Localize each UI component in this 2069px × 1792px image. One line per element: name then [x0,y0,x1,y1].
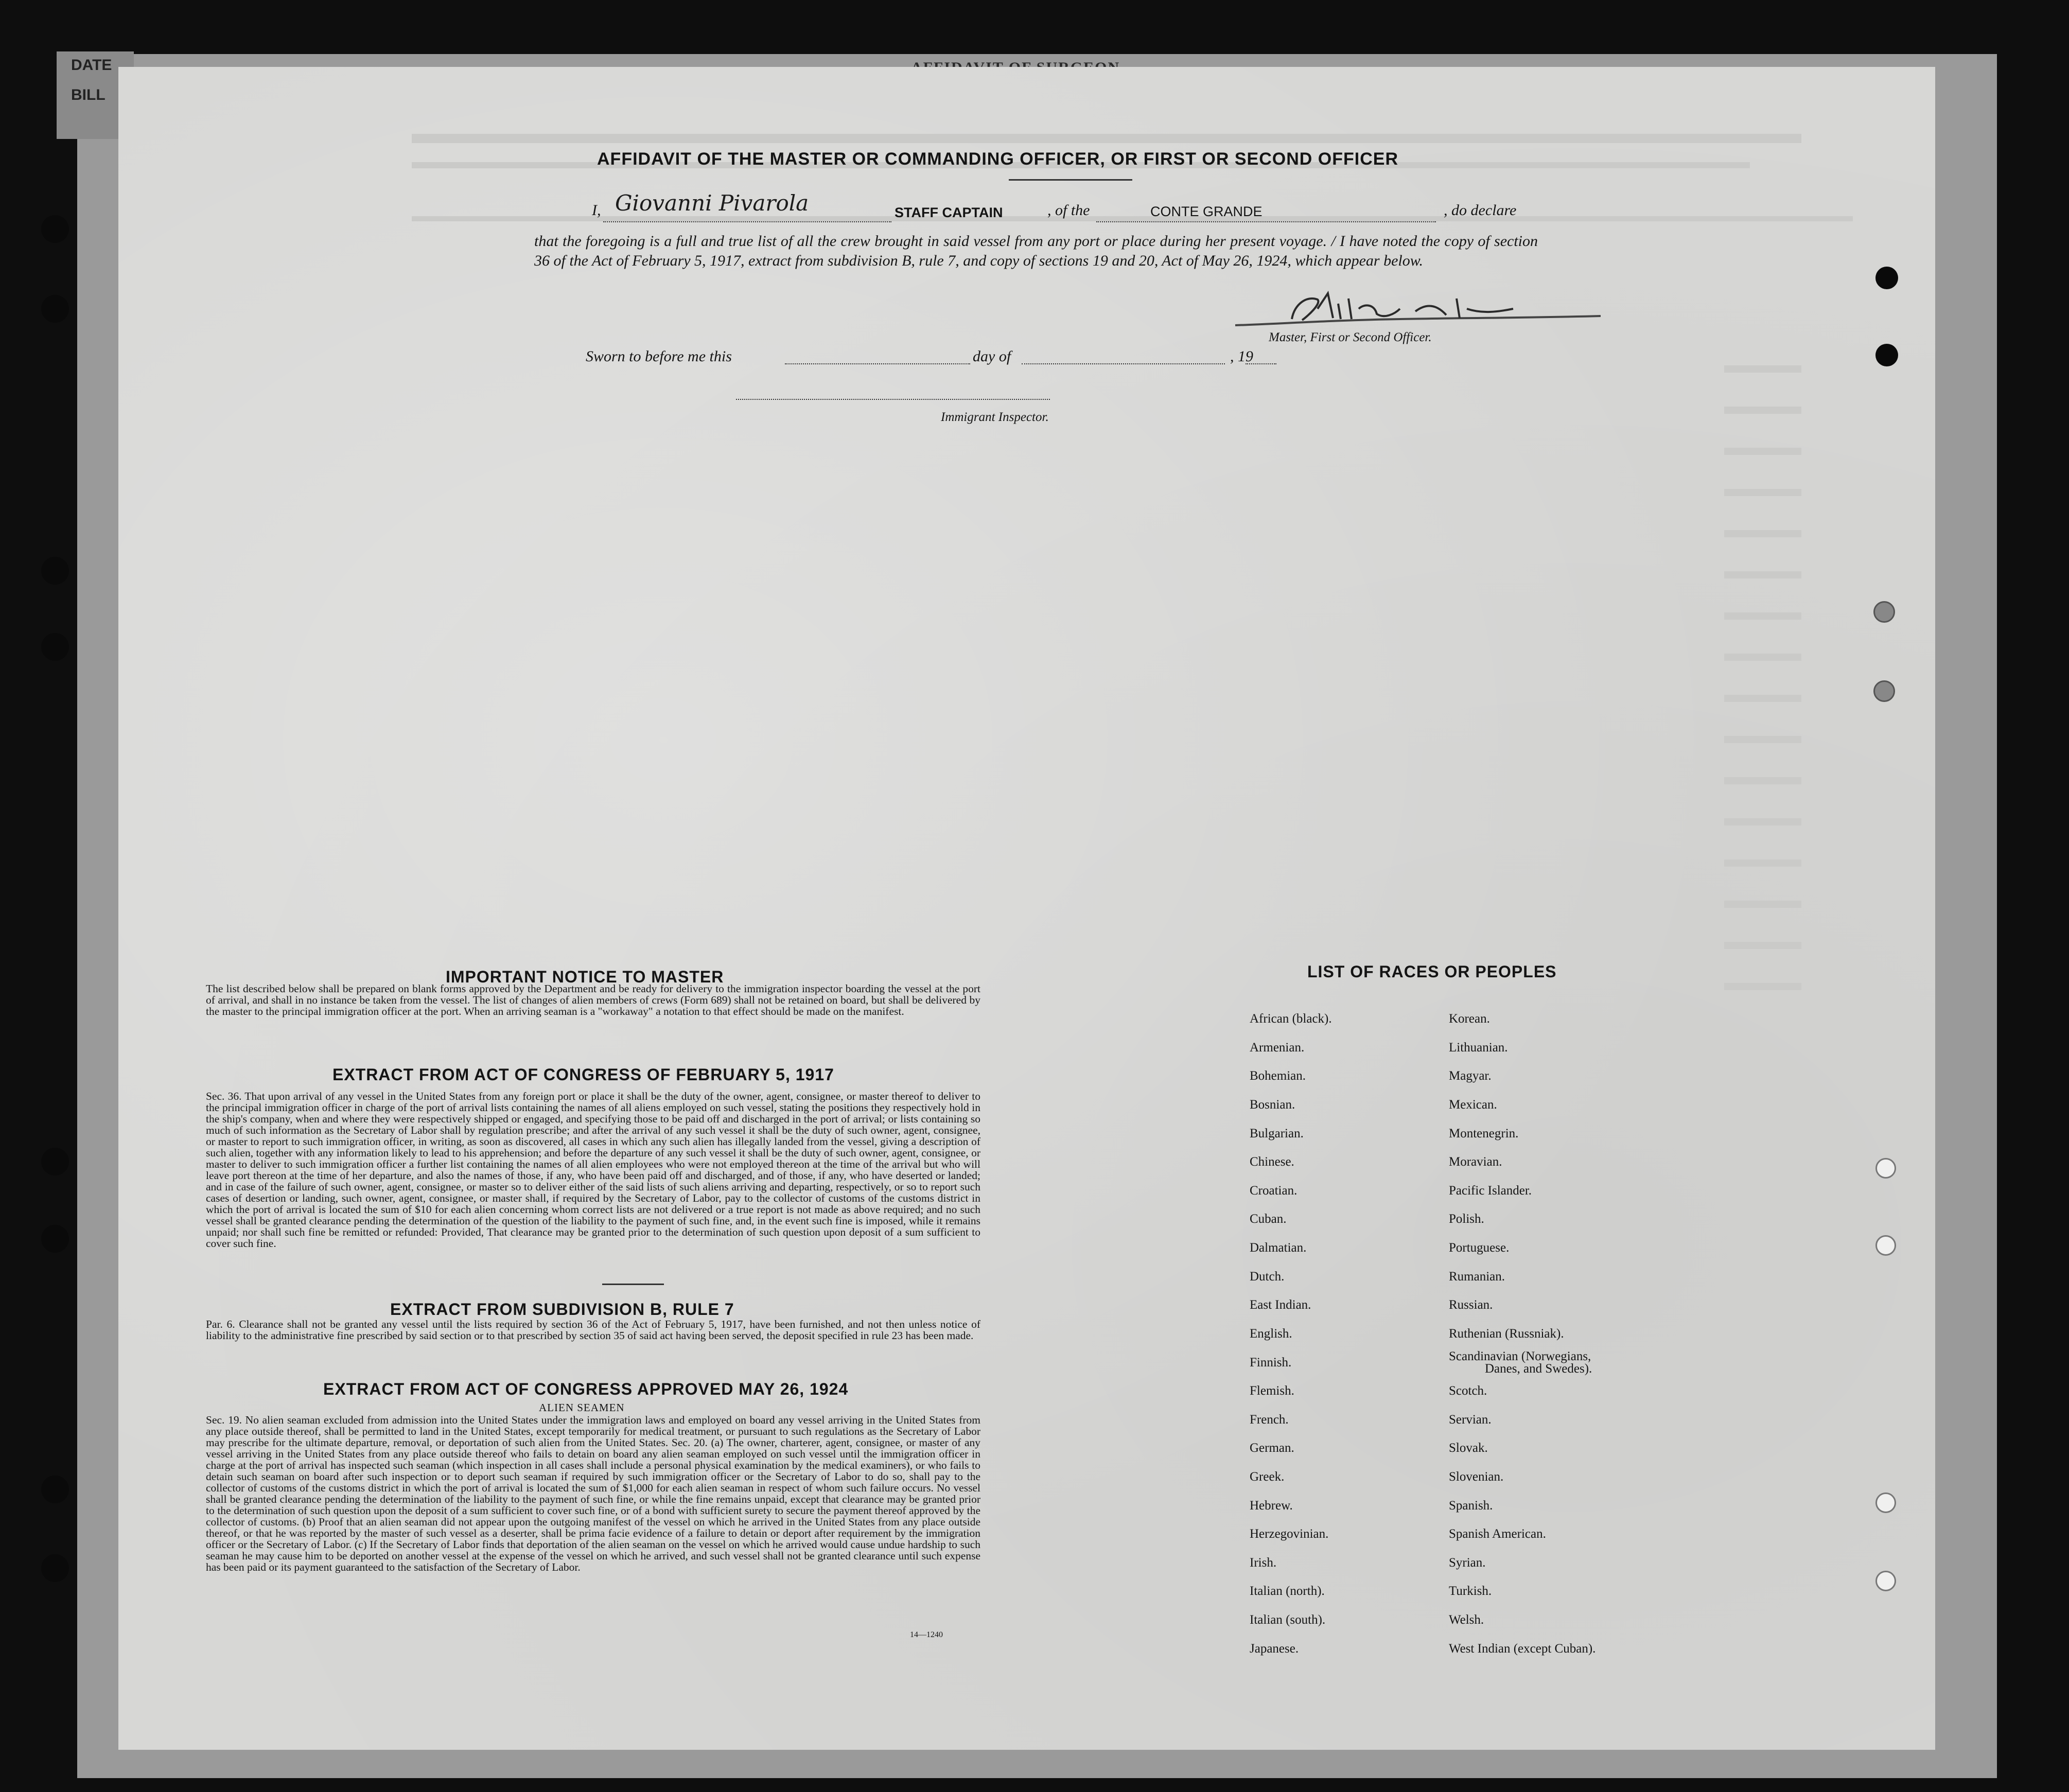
ring-hole [1875,1158,1896,1179]
race-item: Herzegovinian. [1250,1527,1329,1541]
race-item: Cuban. [1250,1212,1287,1226]
ring-hole [1875,1492,1896,1513]
do-declare-text: , do declare [1444,202,1517,219]
day-of-text: day of [973,348,1011,365]
vessel-name: CONTE GRANDE [1150,204,1263,219]
binder-hole [1875,267,1898,289]
race-item: Lithuanian. [1449,1041,1508,1055]
extract-1924-body: Sec. 19. No alien seaman excluded from admission into the United States under the immigration laws and employed on board any vessel arriving in the United States from any place outside thereof, shall be permitted to land in the United States, except temporarily for medical treatment, or pursuant to such regulations as the Secretary of Labor may prescribe for the ultimate departure, removal, or deportation of such alien from the United States. Sec. 20. (a) The owner, charterer, agent, consignee, or master of any vessel arriving in the United States from any place outside thereof who fails to detain on board any alien seaman employed on such vessel until the immigration officer in charge at the port of arrival has inspected such seaman (which inspection in all cases shall include a personal physical examination by the medical examiners), or who fails to detain such seaman on board after such inspection or to deport such seaman if required by such immigration officer or the Secretary of Labor to do so, shall pay to the collector of customs of the customs district in which the port of arrival is located the sum of $1,000 for each alien seaman in respect of whom such failure occurs. No vessel shall be granted clearance pending the determination of the liability to the payment of such fine, or while the fine remains unpaid, except that clearance may be granted prior to the determination of such question upon the deposit of a sum sufficient to cover such fine, or of a bond with sufficient surety to secure the payment thereof approved by the collector of customs. (b) Proof that an alien seaman did not appear upon the outgoing manifest of the vessel on which he arrived in the United States from any place outside thereof, or that he was reported by the master of such vessel as a deserter, shall be prima facie evidence of a failure to detain or deport after requirement by the immigration officer or the Secretary of Labor. (c) If the Secretary of Labor finds that deportation of the alien seaman on the vessel on which he arrived would cause undue hardship to such seaman he may cause him to be deported on another vessel at the expense of the vessel on which he arrived, and such vessel shall not be granted clearance until such expense has been paid or its payment guaranteed to the satisfaction of the Secretary of Labor. [206,1414,980,1573]
extract-1924-title: EXTRACT FROM ACT OF CONGRESS APPROVED MAY 26, 1924 [323,1380,849,1398]
grommet [1873,680,1895,702]
race-item: Syrian. [1449,1556,1486,1570]
race-item: Finnish. [1250,1356,1292,1369]
race-item: Flemish. [1250,1384,1294,1398]
ring-hole [1875,1235,1896,1256]
binder-hole [41,557,69,585]
binder-hole [41,633,69,661]
race-item: Montenegrin. [1449,1127,1519,1140]
race-item: Mexican. [1449,1098,1497,1112]
race-item: Russian. [1449,1298,1493,1312]
race-item: French. [1250,1413,1289,1427]
ring-hole [1875,1571,1896,1591]
race-item: Polish. [1449,1212,1484,1226]
race-item: African (black). [1250,1012,1332,1026]
race-item: Scotch. [1449,1384,1487,1398]
race-item: Turkish. [1449,1584,1492,1598]
race-item: English. [1250,1327,1292,1341]
notice-title: IMPORTANT NOTICE TO MASTER [446,968,724,986]
binder-hole [1875,344,1898,366]
sworn-date-line [785,363,970,364]
bleed-through-ghost [154,118,1904,1508]
race-item: Magyar. [1449,1069,1492,1083]
binder-hole [41,1554,69,1582]
race-item: Pacific Islander. [1449,1184,1532,1198]
year-text: , 19 [1230,348,1253,365]
extract-1917-title: EXTRACT FROM ACT OF CONGRESS OF FEBRUARY 5, 1917 [332,1065,834,1084]
race-item: Moravian. [1449,1155,1502,1169]
race-item: Spanish American. [1449,1527,1546,1541]
binder-hole [41,295,69,323]
race-item: Ruthenian (Russniak). [1449,1327,1564,1341]
extract-1924-subtitle: ALIEN SEAMEN [539,1401,625,1414]
race-item: Greek. [1250,1470,1285,1484]
race-item: Armenian. [1250,1041,1305,1055]
race-item: Croatian. [1250,1184,1297,1198]
race-item: Italian (north). [1250,1584,1325,1598]
race-item: Rumanian. [1449,1270,1505,1284]
affidavit-title: AFFIDAVIT OF THE MASTER OR COMMANDING OFFICER, OR FIRST OR SECOND OFFICER [597,149,1398,169]
race-item: Scandinavian (Norwegians, [1449,1349,1591,1363]
race-item: Chinese. [1250,1155,1294,1169]
binder-hole [41,1475,69,1503]
inspector-caption: Immigrant Inspector. [941,410,1049,424]
title-rule [1009,179,1132,181]
sworn-year-line [1246,363,1276,364]
race-item-continuation: Danes, and Swedes). [1485,1362,1592,1376]
binder-hole [41,1225,69,1253]
races-title: LIST OF RACES OR PEOPLES [1307,962,1557,981]
race-item: Portuguese. [1449,1241,1510,1255]
vessel-line [1096,221,1436,222]
of-the-text: , of the [1047,202,1090,219]
race-item: West Indian (except Cuban). [1449,1642,1596,1656]
race-item: Japanese. [1250,1642,1299,1656]
form-number: 14—1240 [910,1630,943,1639]
race-item: Bulgarian. [1250,1127,1304,1140]
extract-1917-body: Sec. 36. That upon arrival of any vessel in the United States from any foreign port or place it shall be the duty of the owner, agent, consignee, or master thereof to deliver to the principal immigration officer in charge of the port of arrival lists containing the names of all aliens employed on such vessel, stating the positions they respectively hold in the ship's company, when and where they were respectively shipped or engaged, and specifying those to be paid off and discharged in the port of arrival; or lists containing so much of such information as the Secretary of Labor shall by regulation prescribe; and after the arrival of any such vessel it shall be the duty of such owner, agent, consignee, or master to report to such immigration officer, in writing, as soon as discovered, all cases in which any such alien has illegally landed from the vessel, giving a description of such alien, together with any information likely to lead to his apprehension; and before the departure of any such vessel it shall be the duty of such owner, agent, consignee, or master to deliver to such immigration officer a further list containing the names of all alien employees who were not employed thereon at the time of the arrival but who will leave port thereon at the time of her departure, and also the names of those, if any, who have been paid off and discharged, and of those, if any, who have deserted or landed; and in case of the failure of such owner, agent, consignee, or master so to deliver either of the said lists of such aliens arriving and departing, respectively, or so to report such cases of desertion or landing, such owner, agent, consignee, or master shall, if required by the Secretary of Labor, pay to the collector of customs of the customs district in which the port of arrival is located the sum of $10 for each alien concerning whom correct lists are not delivered or a true report is not made as above required; and no such vessel shall be granted clearance pending the determination of the question of the liability to the payment of such fine, and, in the event such fine is imposed, while it remains unpaid; nor shall such fine be remitted or refunded: Provided, That clearance may be granted prior to the determination of such question upon deposit of a sum sufficient to cover such fine. [206,1090,980,1250]
race-item: Spanish. [1449,1499,1493,1513]
binder-hole [41,1148,69,1175]
binder-hole [41,215,69,243]
race-item: Irish. [1250,1556,1277,1570]
rank-text: STAFF CAPTAIN [895,205,1003,220]
race-item: Dutch. [1250,1270,1285,1284]
race-item: Welsh. [1449,1613,1484,1627]
race-item: Servian. [1449,1413,1492,1427]
race-item: Bosnian. [1250,1098,1295,1112]
inspector-line [736,399,1050,400]
declaration-body: that the foregoing is a full and true list of all the crew brought in said vessel from any port or place during her present voyage. / I have noted the copy of section 36 of the Act of February 5, 1917, extract from subdivision B, rule 7, and copy of sections 19 and 20, Act of May 26, 1924, which appear below. [534,233,1538,269]
race-item: East Indian. [1250,1298,1311,1312]
section-divider [602,1284,664,1285]
sworn-month-line [1022,363,1225,364]
signatory-name: Giovanni Pivarola [615,190,809,216]
race-item: Korean. [1449,1012,1490,1026]
race-item: German. [1250,1441,1294,1455]
sworn-text: Sworn to before me this [586,348,732,365]
declaration-i: I, [592,202,601,219]
background-bill-label: BILL [71,86,106,103]
race-item: Dalmatian. [1250,1241,1307,1255]
master-caption: Master, First or Second Officer. [1269,330,1432,344]
name-line [603,221,891,222]
master-signature [1230,288,1606,329]
notice-body: The list described below shall be prepared on blank forms approved by the Department and be ready for delivery to the immigration inspector boarding the vessel at the port of arrival, and shall in no instance be taken from the vessel. The list of changes of alien members of crews (Form 689) shall not be retained on board, but shall be delivered by the master to the principal immigration officer at the port. When an arriving seaman is a "workaway" a notation to that effect should be made on the manifest. [206,982,980,1017]
race-item: Slovenian. [1449,1470,1504,1484]
race-item: Slovak. [1449,1441,1488,1455]
race-item: Bohemian. [1250,1069,1306,1083]
extract-rule7-body: Par. 6. Clearance shall not be granted any vessel until the lists required by section 36 of the Act of February 5, 1917, have been furnished, and not then unless notice of liability to the administrative fine prescribed by said section or to that prescribed by section 35 of said act having been served, the deposit specified in rule 23 has been made. [206,1318,980,1342]
race-item: Italian (south). [1250,1613,1326,1627]
race-item: Hebrew. [1250,1499,1293,1513]
grommet [1873,601,1895,623]
extract-rule7-title: EXTRACT FROM SUBDIVISION B, RULE 7 [390,1300,734,1319]
background-date-label: DATE [71,57,112,74]
